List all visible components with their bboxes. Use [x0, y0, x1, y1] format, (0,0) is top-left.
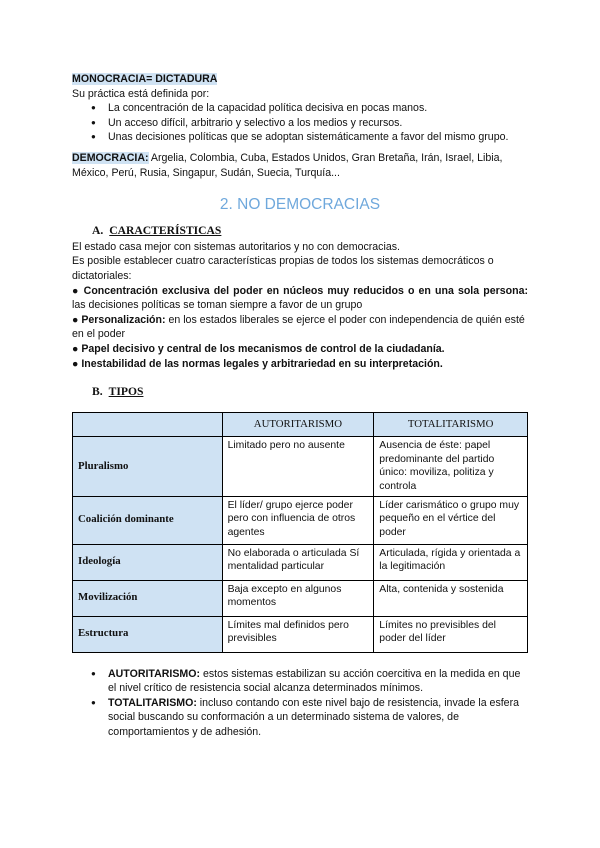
row-header: Estructura — [73, 616, 223, 652]
list-item: ● Un acceso difícil, arbitrario y selectivo a los medios y recursos. — [108, 116, 528, 131]
table-row — [73, 580, 528, 616]
table-cell: Alta, contenida y sostenida — [374, 580, 528, 616]
table-row — [73, 496, 528, 544]
democracia-label: DEMOCRACIA: — [72, 151, 149, 164]
column-header-autoritarismo: AUTORITARISMO — [222, 412, 374, 437]
monocracia-list — [72, 101, 528, 145]
table-row — [73, 616, 528, 652]
row-header: Ideología — [73, 544, 223, 580]
table-cell: Límites no previsibles del poder del líder — [374, 616, 528, 652]
list-item: ● TOTALITARISMO: incluso contando con este nivel bajo de resistencia, invade la esfera social buscando su conformación a un determinado sistema de valores, de comportamientos y de adhesión. — [108, 696, 528, 740]
caracteristicas-line1: El estado casa mejor con sistemas autoritarios y no con democracias. — [72, 240, 400, 253]
table-cell: Ausencia de éste: papel predominante del partido único: moviliza, politiza y controla — [374, 437, 528, 496]
table-row — [73, 437, 528, 496]
table-corner-cell — [73, 412, 223, 437]
table-cell: No elaborada o articulada Sí mentalidad particular — [222, 544, 374, 580]
row-header: Movilización — [73, 580, 223, 616]
table-cell: Límites mal definidos pero previsibles — [222, 616, 374, 652]
section-title: 2. NO DEMOCRACIAS — [219, 196, 381, 214]
table-cell: Baja excepto en algunos momentos — [222, 580, 374, 616]
tipos-notes-list — [72, 667, 528, 740]
subheading-tipos: B. TIPOS — [92, 385, 144, 399]
table-row — [73, 544, 528, 580]
caracteristica-1: ● Concentración exclusiva del poder en núcleos muy reducidos o en una sola persona: las decisiones políticas se toman siempre a favor de un grupo — [72, 284, 528, 312]
democracia-countries: Argelia, Colombia, Cuba, Estados Unidos, Gran Bretaña, Irán, Israel, Libia, México, Perú, Rusia, Singapur, Sudán, Suecia, Turquía... — [72, 151, 503, 179]
caracteristicas-line2: Es posible establecer cuatro características propias de todos los sistemas democráticos o dictatoriales: — [72, 255, 494, 282]
table-cell: Articulada, rígida y orientada a la legitimación — [374, 544, 528, 580]
monocracia-heading: MONOCRACIA= DICTADURA — [72, 73, 218, 85]
list-item: ● La concentración de la capacidad política decisiva en pocas manos. — [108, 101, 528, 116]
row-header: Pluralismo — [73, 437, 223, 496]
tipos-table — [72, 412, 528, 653]
list-item: ● AUTORITARISMO: estos sistemas estabilizan su acción coercitiva en la medida en que el nivel crítico de resistencia social alcanza determinados mínimos. — [108, 667, 528, 696]
subheading-caracteristicas: A. CARACTERÍSTICAS — [92, 224, 222, 238]
caracteristica-2: ● Personalización: en los estados liberales se ejerce el poder con independencia de quién esté en el poder — [72, 313, 525, 341]
table-cell: Líder carismático o grupo muy pequeño en el vértice del poder — [374, 496, 528, 544]
caracteristica-4: ● Inestabilidad de las normas legales y arbitrariedad en su interpretación. — [72, 357, 443, 370]
document-page — [72, 72, 528, 740]
list-item: ● Unas decisiones políticas que se adoptan sistemáticamente a favor del mismo grupo. — [108, 130, 528, 145]
row-header: Coalición dominante — [73, 496, 223, 544]
caracteristica-3: ● Papel decisivo y central de los mecanismos de control de la ciudadanía. — [72, 342, 445, 355]
table-header-row — [73, 412, 528, 437]
democracia-paragraph — [72, 151, 528, 180]
table-cell: Limitado pero no ausente — [222, 437, 374, 496]
monocracia-intro: Su práctica está definida por: — [72, 87, 210, 100]
table-cell: El líder/ grupo ejerce poder pero con influencia de otros agentes — [222, 496, 374, 544]
column-header-totalitarismo: TOTALITARISMO — [374, 412, 528, 437]
